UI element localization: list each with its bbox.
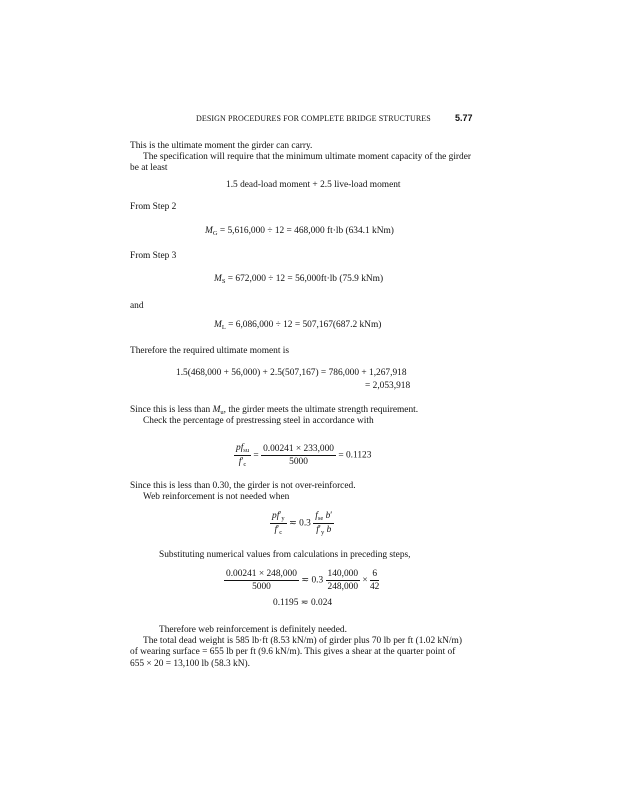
steel-numerator: 0.00241 × 233,000 bbox=[263, 444, 334, 454]
since-less-post: the girder meets the ultimate strength requirement. bbox=[228, 405, 419, 415]
fraction-pfy-fc: $\frac{pf'_y}{f'_c}$ bbox=[272, 511, 285, 536]
fraction-sub-1 bbox=[224, 569, 299, 592]
sub-denominator-1: 5000 bbox=[252, 582, 271, 592]
paragraph-total-dead-weight-line2: of wearing surface = 655 lb per ft (9.6 kN/m). This gives a shear at the quarter point of bbox=[130, 647, 456, 657]
fraction-sub-2 bbox=[326, 569, 360, 592]
sub-denominator-3: 42 bbox=[369, 582, 380, 592]
paragraph-not-over-reinforced: Since this is less than 0.30, the girder is not over-reinforced. bbox=[130, 481, 356, 491]
label-and: and bbox=[130, 301, 144, 311]
paragraph-substituting: Substituting numerical values from calculations in preceding steps, bbox=[159, 550, 411, 560]
fraction-pfsu-fc: $\frac{pf_{su}}{f'_c}$ bbox=[236, 443, 250, 468]
equation-web-inequality bbox=[270, 511, 334, 536]
paragraph-check-percentage: Check the percentage of prestressing steel in accordance with bbox=[143, 416, 374, 426]
sub-numerator-1: 0.00241 × 248,000 bbox=[226, 569, 297, 579]
page-number: 5.77 bbox=[455, 113, 473, 123]
equation-required-moment-line1: 1.5(468,000 + 56,000) + 2.5(507,167) = 786,000 + 1,267,918 bbox=[176, 368, 407, 378]
equation-required-moment-line2: = 2,053,918 bbox=[365, 381, 411, 391]
paragraph-web-needed: Therefore web reinforcement is definitely needed. bbox=[159, 625, 347, 635]
fraction-steel-values bbox=[261, 444, 336, 467]
fraction-sub-3 bbox=[370, 569, 379, 592]
paragraph-total-dead-weight-line3: 655 × 20 = 13,100 lb (58.3 kN). bbox=[130, 659, 250, 669]
label-from-step-3: From Step 3 bbox=[130, 251, 177, 261]
equation-mg-rhs: = 5,616,000 ÷ 12 = 468,000 ft·lb (634.1 kNm) bbox=[219, 226, 394, 236]
equation-ml-rhs: = 6,086,000 ÷ 12 = 507,167(687.2 kNm) bbox=[228, 320, 382, 330]
since-less-pre: Since this is less than bbox=[130, 405, 211, 415]
steel-denominator: 5000 bbox=[289, 457, 308, 467]
paragraph-ultimate-moment: This is the ultimate moment the girder can carry. bbox=[130, 141, 313, 151]
equation-ms-rhs: = 672,000 ÷ 12 = 56,000ft·lb (75.9 kNm) bbox=[227, 274, 384, 284]
running-header: DESIGN PROCEDURES FOR COMPLETE BRIDGE STRUCTURES bbox=[196, 114, 431, 123]
sub-numerator-3: 6 bbox=[372, 569, 378, 579]
equation-ml: $M_L = 6,086,000 \div 12 = 507,167(687.2$ kNm) bbox=[214, 320, 382, 331]
paragraph-therefore: Therefore the required ultimate moment is bbox=[130, 346, 290, 356]
fraction-fse-b: $\frac{f_{se} b'}{f'_y b}$ bbox=[315, 511, 333, 536]
paragraph-spec-line2: be at least bbox=[130, 163, 168, 173]
equation-mg: $M_G = 5,616,000 \div 12 = 468,000$ ft·lb (634.1 kNm) bbox=[205, 226, 394, 237]
steel-result: = 0.1123 bbox=[338, 450, 372, 461]
paragraph-web-not-needed: Web reinforcement is not needed when bbox=[143, 492, 290, 502]
label-from-step-2: From Step 2 bbox=[130, 202, 177, 212]
paragraph-total-dead-weight-line1: The total dead weight is 585 lb·ft (8.53 kN/m) of girder plus 70 lb per ft (1.02 kN/m) bbox=[143, 636, 462, 646]
equation-substituted-result: 0.1195 ≂ 0.024 bbox=[273, 598, 333, 608]
equation-design-moment: 1.5 dead-load moment + 2.5 live-load moment bbox=[226, 180, 401, 190]
sub-numerator-2: 140,000 bbox=[327, 569, 358, 579]
sub-denominator-2: 248,000 bbox=[327, 582, 358, 592]
sub-times-sign: × bbox=[362, 575, 368, 586]
approx-coefficient: ≂ 0.3 bbox=[288, 518, 311, 529]
paragraph-since-less: Since this is less than $M_u$, the girder meets the ultimate strength requirement. bbox=[130, 405, 419, 416]
equation-substituted bbox=[224, 569, 379, 592]
paragraph-spec-line1: The specification will require that the minimum ultimate moment capacity of the girder bbox=[143, 152, 472, 162]
equation-steel-percentage: $\frac{pf_{su}}{f'_c}$ = $\frac{0.00241 \times 233,000}{5000}$ = 0.1123 bbox=[236, 443, 372, 468]
sub-approx-coefficient: ≂ 0.3 bbox=[301, 575, 324, 586]
equation-ms: $M_S = 672,000 \div 12 = 56,000ft\cdot lb$ (75.9 kNm) bbox=[214, 274, 384, 285]
